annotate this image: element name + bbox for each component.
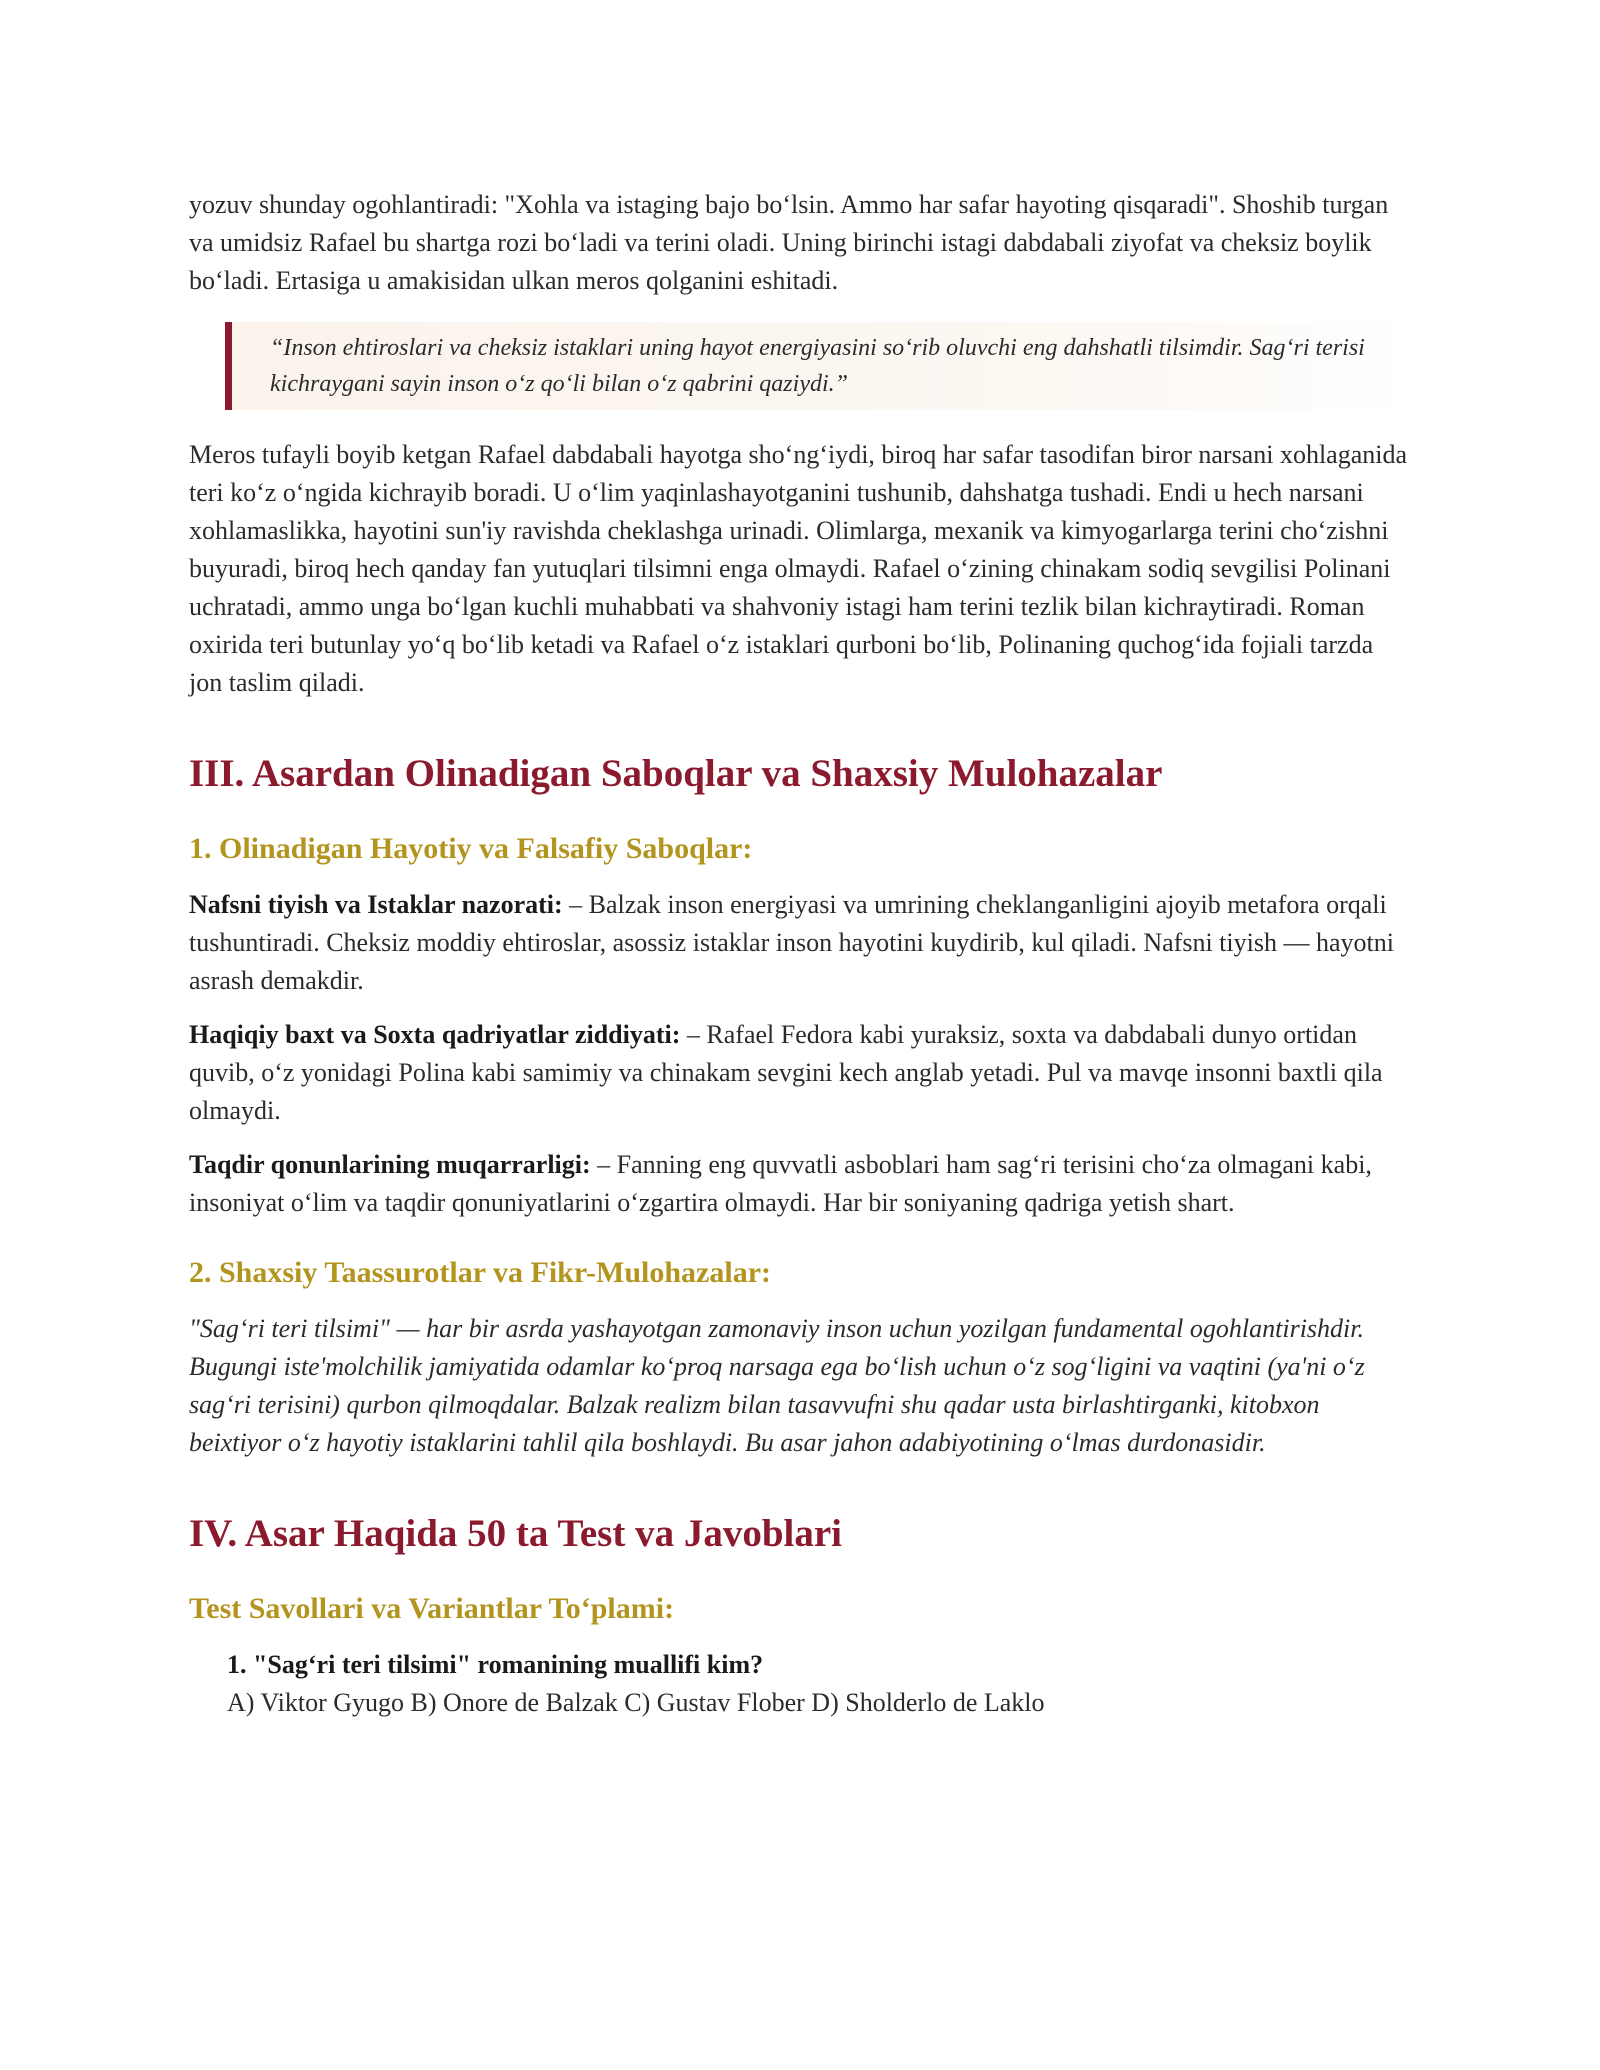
question-text: 1. "Sag‘ri teri tilsimi" romanining muallifi kim? xyxy=(227,1650,764,1679)
lesson-item xyxy=(189,886,1411,1000)
document-page xyxy=(189,186,1411,1722)
lesson-label: Haqiqiy baxt va Soxta qadriyatlar ziddiyati: xyxy=(189,1020,681,1049)
plot-paragraph: Meros tufayli boyib ketgan Rafael dabdabali hayotga sho‘ng‘iydi, biroq har safar tasodifan biror narsani xohlaganida teri ko‘z o‘ngida kichrayib boradi. U o‘lim yaqinlashayotganini tushunib, dahshatga tushadi. Endi u hech narsani xohlamaslikka, hayotini sun'iy ravishda cheklashga urinadi. Olimlarga, mexanik va kimyogarlarga terini cho‘zishni buyuradi, biroq hech qanday fan yutuqlari tilsimni enga olmaydi. Rafael o‘zining chinakam sodiq sevgilisi Polinani uchratadi, ammo unga bo‘lgan kuchli muhabbati va shahvoniy istagi ham terini tezlik bilan kichraytiradi. Roman oxirida teri butunlay yo‘q bo‘lib ketadi va Rafael o‘z istaklari qurboni bo‘lib, Polinaning quchog‘ida fojiali tarzda jon taslim qiladi. xyxy=(189,440,1408,697)
lesson-item xyxy=(189,1016,1411,1130)
lesson-label: Nafsni tiyish va Istaklar nazorati: xyxy=(189,890,563,919)
section-4-subheading: Test Savollari va Variantlar To‘plami: xyxy=(189,1592,675,1625)
pull-quote-text: “Inson ehtiroslari va cheksiz istaklari uning hayot energiyasini so‘rib oluvchi eng dahshatli tilsimdir. Sag‘ri terisi kichraygani sayin inson o‘z qo‘li bilan o‘z qabrini qaziydi.” xyxy=(270,335,1365,397)
pull-quote xyxy=(225,322,1411,410)
intro-paragraph: yozuv shunday ogohlantiradi: "Xohla va istaging bajo bo‘lsin. Ammo har safar hayoting qisqaradi". Shoshib turgan va umidsiz Rafael bu shartga rozi bo‘ladi va terini oladi. Uning birinchi istagi dabdabali ziyofat va cheksiz boylik bo‘ladi. Ertasiga u amakisidan ulkan meros qolganini eshitadi. xyxy=(189,190,1389,295)
lesson-text: – Balzak inson energiyasi va umrining cheklanganligini ajoyib metafora orqali tushuntiradi. Cheksiz moddiy ehtiroslar, asossiz istaklar inson hayotini kuydirib, kul qiladi. Nafsni tiyish — hayotni asrash demakdir. xyxy=(189,890,1394,995)
section-3-subheading-1: 1. Olinadigan Hayotiy va Falsafiy Saboqlar: xyxy=(189,832,753,865)
question-options: A) Viktor Gyugo B) Onore de Balzak C) Gustav Flober D) Sholderlo de Laklo xyxy=(227,1688,1045,1717)
section-3-subheading-2: 2. Shaxsiy Taassurotlar va Fikr-Mulohazalar: xyxy=(189,1256,772,1289)
lesson-text: – Rafael Fedora kabi yuraksiz, soxta va dabdabali dunyo ortidan quvib, o‘z yonidagi Polina kabi samimiy va chinakam sevgini kech anglab yetadi. Pul va mavqe insonni baxtli qila olmaydi. xyxy=(189,1020,1383,1125)
section-3-heading: III. Asardan Olinadigan Saboqlar va Shaxsiy Mulohazalar xyxy=(189,752,1163,795)
lesson-label: Taqdir qonunlarining muqarrarligi: xyxy=(189,1150,591,1179)
section-4-heading: IV. Asar Haqida 50 ta Test va Javoblari xyxy=(189,1512,843,1555)
lesson-text: – Fanning eng quvvatli asboblari ham sag‘ri terisini cho‘za olmagani kabi, insoniyat o‘lim va taqdir qonuniyatlarini o‘zgartira olmaydi. Har bir soniyaning qadriga yetish shart. xyxy=(189,1150,1372,1217)
lesson-item xyxy=(189,1146,1411,1222)
test-question xyxy=(227,1646,1411,1722)
reflection-paragraph: "Sag‘ri teri tilsimi" — har bir asrda yashayotgan zamonaviy inson uchun yozilgan fundamental ogohlantirishdir. Bugungi iste'molchilik jamiyatida odamlar ko‘proq narsaga ega bo‘lish uchun o‘z sog‘ligini va vaqtini (ya'ni o‘z sag‘ri terisini) qurbon qilmoqdalar. Balzak realizm bilan tasavvufni shu qadar usta birlashtirganki, kitobxon beixtiyor o‘z hayotiy istaklarini tahlil qila boshlaydi. Bu asar jahon adabiyotining o‘lmas durdonasidir. xyxy=(189,1314,1365,1457)
reflection-block xyxy=(189,1310,1411,1462)
